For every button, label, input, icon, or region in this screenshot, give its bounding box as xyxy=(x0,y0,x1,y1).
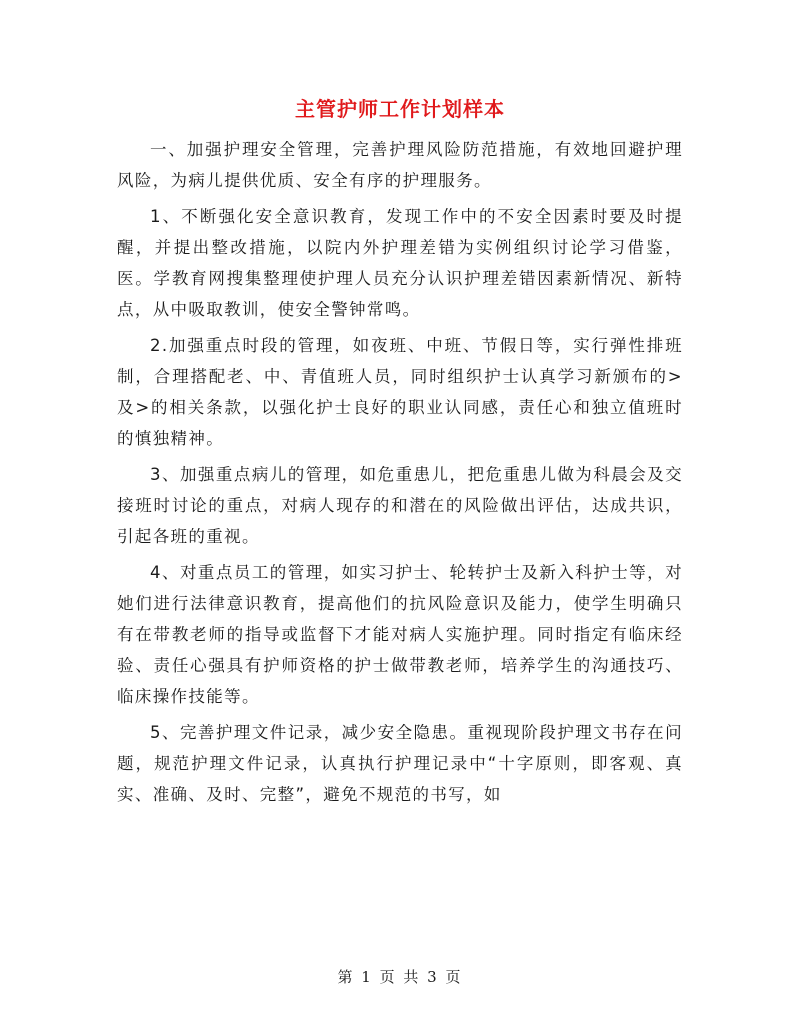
page-number-footer: 第 1 页 共 3 页 xyxy=(337,968,463,986)
document-body xyxy=(117,134,683,815)
document-title: 主管护师工作计划样本 xyxy=(295,97,505,121)
paragraph-item-4: 4、对重点员工的管理，如实习护士、轮转护士及新入科护士等，对她们进行法律意识教育，提高他们的抗风险意识及能力，使学生明确只有在带教老师的指导或监督下才能对病人实施护理。同时指定有临床经验、责任心强具有护师资格的护士做带教老师，培养学生的沟通技巧、临床操作技能等。 xyxy=(117,563,683,706)
paragraph-item-2: 2.加强重点时段的管理，如夜班、中班、节假日等，实行弹性排班制，合理搭配老、中、青值班人员，同时组织护士认真学习新颁布的>及>的相关条款，以强化护士良好的职业认同感，责任心和独立值班时的慎独精神。 xyxy=(117,336,683,448)
paragraph-item-1: 1、不断强化安全意识教育，发现工作中的不安全因素时要及时提醒，并提出整改措施，以院内外护理差错为实例组织讨论学习借鉴，医。学教育网搜集整理使护理人员充分认识护理差错因素新情况、新特点，从中吸取教训，使安全警钟常鸣。 xyxy=(117,207,683,319)
paragraph-item-5: 5、完善护理文件记录，减少安全隐患。重视现阶段护理文书存在问题，规范护理文件记录，认真执行护理记录中“十字原则，即客观、真实、准确、及时、完整”，避免不规范的书写，如 xyxy=(117,723,683,804)
paragraph-item-3: 3、加强重点病儿的管理，如危重患儿，把危重患儿做为科晨会及交接班时讨论的重点，对病人现存的和潜在的风险做出评估，达成共识，引起各班的重视。 xyxy=(117,465,683,546)
paragraph-section-1: 一、加强护理安全管理，完善护理风险防范措施，有效地回避护理风险，为病儿提供优质、安全有序的护理服务。 xyxy=(117,140,683,190)
